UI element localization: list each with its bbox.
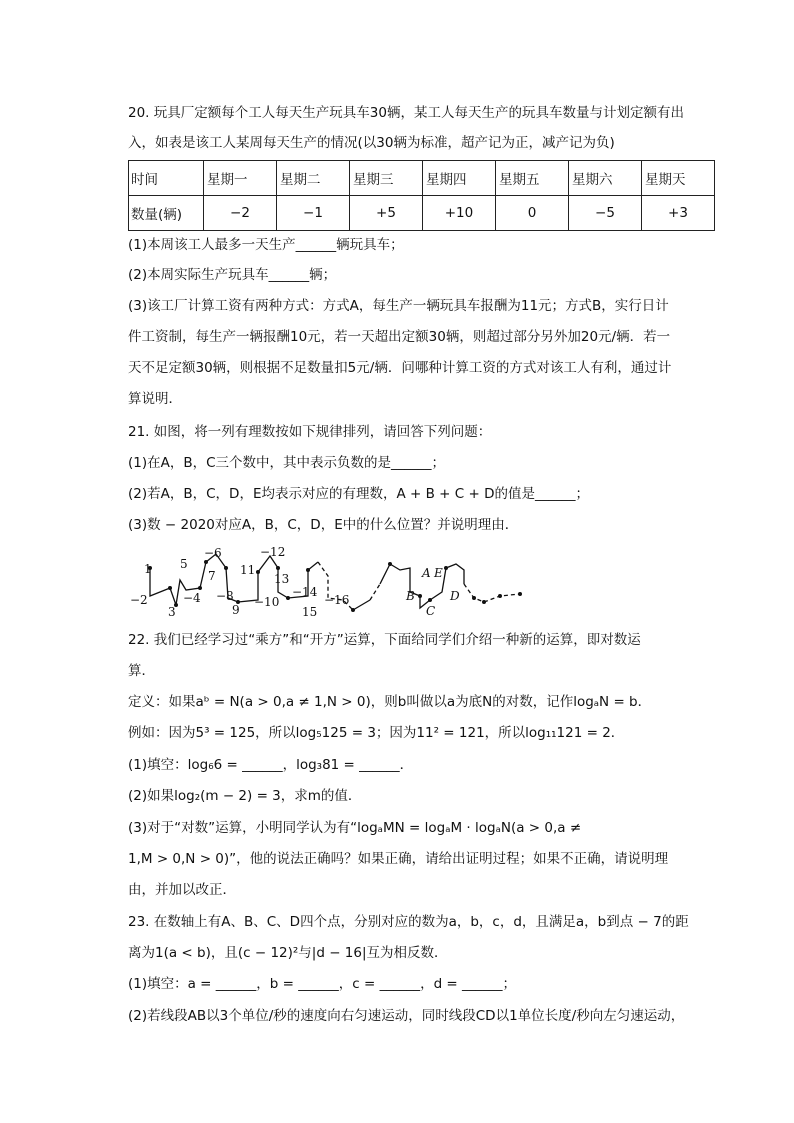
figure-label: −2 <box>130 593 148 607</box>
table-day: 星期六 <box>569 161 642 196</box>
table-value: −1 <box>277 196 350 231</box>
figure-label: 3 <box>168 605 176 619</box>
q22-part3-line3: 由，并加以改正． <box>128 882 236 898</box>
q20-line2: 入，如表是该工人某周每天生产的情况(以30辆为标准，超产记为正，减产记为负) <box>128 135 615 151</box>
figure-label: −6 <box>204 546 222 560</box>
figure-label: −4 <box>183 591 201 605</box>
table-day: 星期三 <box>350 161 423 196</box>
q22-part1: (1)填空：log₆6 = ______，log₃81 = ______． <box>128 757 414 773</box>
q22-part3-line1: (3)对于“对数”运算，小明同学认为有“logₐMN = logₐM · logₐN(a > 0,a ≠ <box>128 820 582 836</box>
q22-part3-line2: 1,M > 0,N > 0)”，他的说法正确吗？如果正确，请给出证明过程；如果不正确，请说明理 <box>128 851 669 867</box>
q21-part3: (3)数 − 2020对应A，B，C，D，E中的什么位置？并说明理由． <box>128 517 519 533</box>
figure-label: 15 <box>302 605 318 619</box>
q20-part3-line4: 算说明． <box>128 391 182 407</box>
table-value: +10 <box>423 196 496 231</box>
table-day: 星期二 <box>277 161 350 196</box>
q22-line1: 22. 我们已经学习过“乘方”和“开方”运算，下面给同学们介绍一种新的运算，即对数运 <box>128 632 641 648</box>
figure-label: 11 <box>240 563 256 577</box>
figure-label: 9 <box>232 603 240 617</box>
table-header-qty: 数量(辆) <box>129 196 204 231</box>
q23-line1: 23. 在数轴上有A、B、C、D四个点，分别对应的数为a，b，c，d，且满足a，b到点 − 7的距 <box>128 914 689 930</box>
figure-label: −8 <box>216 589 234 603</box>
figure-label: 7 <box>208 569 216 583</box>
q21-part1: (1)在A，B，C三个数中，其中表示负数的是______； <box>128 455 446 471</box>
table-row <box>129 161 715 196</box>
q20-part3-line3: 天不足定额30辆，则根据不足数量扣5元/辆．问哪种计算工资的方式对该工人有利，通过计 <box>128 360 672 376</box>
figure-label: −14 <box>292 585 318 599</box>
table-header-time: 时间 <box>129 161 204 196</box>
q22-example: 例如：因为5³ = 125，所以log₅125 = 3；因为11² = 121，所以log₁₁121 = 2． <box>128 725 625 741</box>
figure-label: 1 <box>144 562 152 576</box>
figure-label: −10 <box>254 595 280 609</box>
q21-line1: 21. 如图，将一列有理数按如下规律排列，请回答下列问题： <box>128 424 492 440</box>
table-day: 星期一 <box>204 161 277 196</box>
table-day: 星期四 <box>423 161 496 196</box>
figure-label: C <box>426 604 436 618</box>
table-value: −5 <box>569 196 642 231</box>
table-value: 0 <box>496 196 569 231</box>
q20-part1: (1)本周该工人最多一天生产______辆玩具车； <box>128 237 404 253</box>
figure-label: −12 <box>260 545 286 559</box>
figure-label: B <box>406 589 415 603</box>
table-day: 星期天 <box>642 161 715 196</box>
q22-definition: 定义：如果aᵇ = N(a > 0,a ≠ 1,N > 0)，则b叫做以a为底N的对数，记作logₐN = b． <box>128 694 652 710</box>
q23-part2: (2)若线段AB以3个单位/秒的速度向右匀速运动，同时线段CD以1单位长度/秒向左匀速运动， <box>128 1008 685 1024</box>
q23-part1: (1)填空：a = ______，b = ______，c = ______，d = ______； <box>128 976 517 992</box>
q21-part2: (2)若A，B，C，D，E均表示对应的有理数，A + B + C + D的值是______； <box>128 486 589 502</box>
figure-label: 13 <box>274 572 290 586</box>
q20-part3-line1: (3)该工厂计算工资有两种方式：方式A，每生产一辆玩具车报酬为11元；方式B，实行日计 <box>128 298 669 314</box>
q20-part2: (2)本周实际生产玩具车______辆； <box>128 267 337 283</box>
q22-line2: 算． <box>128 663 155 679</box>
figure-label: D <box>450 589 460 603</box>
table-value: −2 <box>204 196 277 231</box>
figure-label: 5 <box>180 557 188 571</box>
table-row <box>129 196 715 231</box>
figure-label: E <box>434 566 443 580</box>
table-value: +3 <box>642 196 715 231</box>
figure-label: A <box>422 566 431 580</box>
q22-part2: (2)如果log₂(m − 2) = 3，求m的值． <box>128 788 362 804</box>
table-day: 星期五 <box>496 161 569 196</box>
zigzag-number-figure <box>128 540 528 620</box>
q20-line1: 20. 玩具厂定额每个工人每天生产玩具车30辆，某工人每天生产的玩具车数量与计划定额有出 <box>128 105 684 121</box>
production-table <box>128 160 715 231</box>
figure-label: −16 <box>324 593 350 607</box>
table-value: +5 <box>350 196 423 231</box>
q20-part3-line2: 件工资制，每生产一辆报酬10元，若一天超出定额30辆，则超过部分另外加20元/辆．若一 <box>128 329 671 345</box>
q23-line2: 离为1(a < b)，且(c − 12)²与|d − 16|互为相反数． <box>128 945 448 961</box>
